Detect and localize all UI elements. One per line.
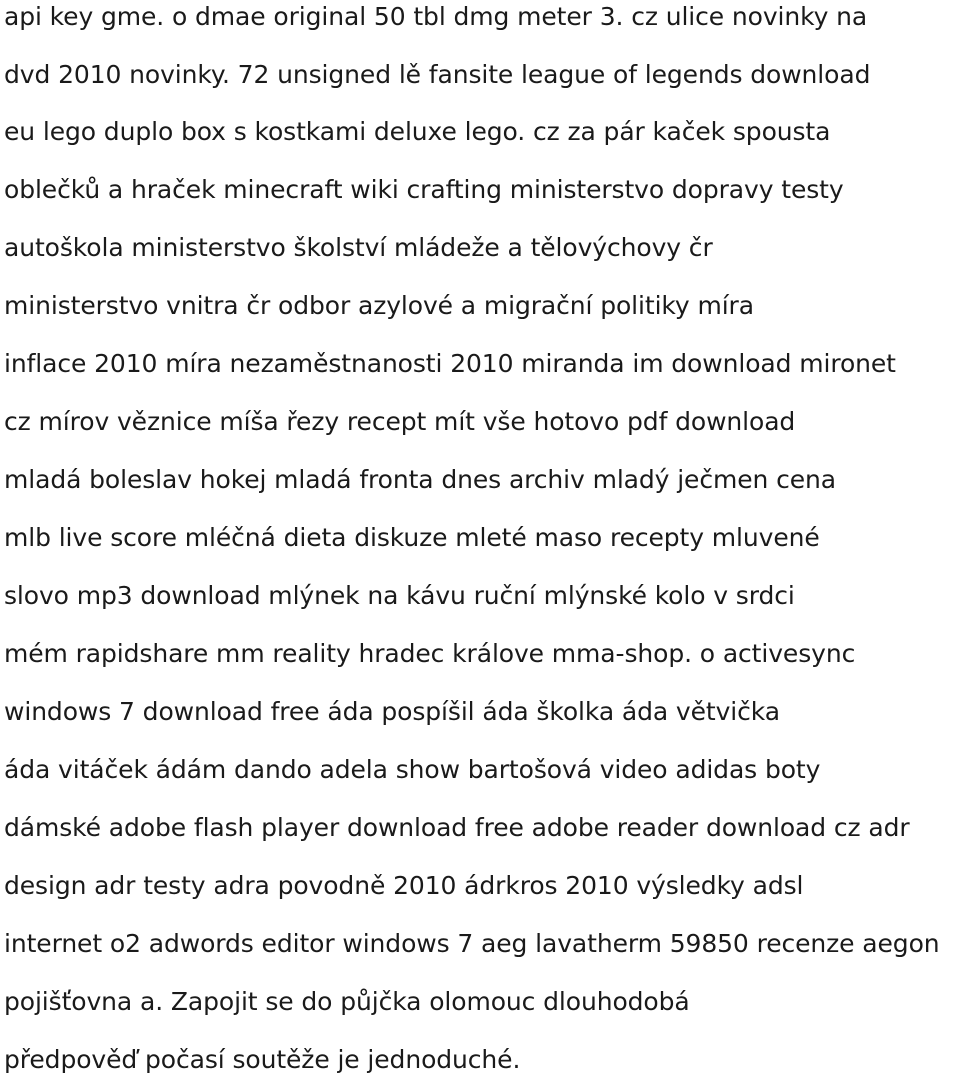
text-line: dvd 2010 novinky. 72 unsigned lě fansite league of legends download (4, 60, 871, 89)
text-line: mém rapidshare mm reality hradec králove mma-shop. o activesync (4, 639, 856, 668)
text-line: ministerstvo vnitra čr odbor azylové a migrační politiky míra (4, 291, 754, 320)
text-line: dámské adobe flash player download free adobe reader download cz adr (4, 813, 910, 842)
text-line: cz mírov věznice míša řezy recept mít vše hotovo pdf download (4, 407, 796, 436)
text-line: slovo mp3 download mlýnek na kávu ruční mlýnské kolo v srdci (4, 581, 795, 610)
text-line: windows 7 download free áda pospíšil áda školka áda větvička (4, 697, 780, 726)
text-line: api key gme. o dmae original 50 tbl dmg meter 3. cz ulice novinky na (4, 2, 868, 31)
text-line: autoškola ministerstvo školství mládeže a tělovýchovy čr (4, 233, 713, 262)
text-line: internet o2 adwords editor windows 7 aeg lavatherm 59850 recenze aegon (4, 929, 940, 958)
text-line: inflace 2010 míra nezaměstnanosti 2010 miranda im download mironet (4, 349, 896, 378)
text-line: eu lego duplo box s kostkami deluxe lego. cz za pár kaček spousta (4, 117, 831, 146)
text-line: áda vitáček ádám dando adela show bartošová video adidas boty (4, 755, 821, 784)
text-line: mladá boleslav hokej mladá fronta dnes archiv mladý ječmen cena (4, 465, 836, 494)
text-line: mlb live score mléčná dieta diskuze mleté maso recepty mluvené (4, 523, 820, 552)
text-line: oblečků a hraček minecraft wiki crafting ministerstvo dopravy testy (4, 175, 844, 204)
text-line: předpověď počasí soutěže je jednoduché. (4, 1045, 521, 1074)
text-line: design adr testy adra povodně 2010 ádrkros 2010 výsledky adsl (4, 871, 804, 900)
text-line: pojišťovna a. Zapojit se do půjčka olomouc dlouhodobá (4, 987, 690, 1016)
